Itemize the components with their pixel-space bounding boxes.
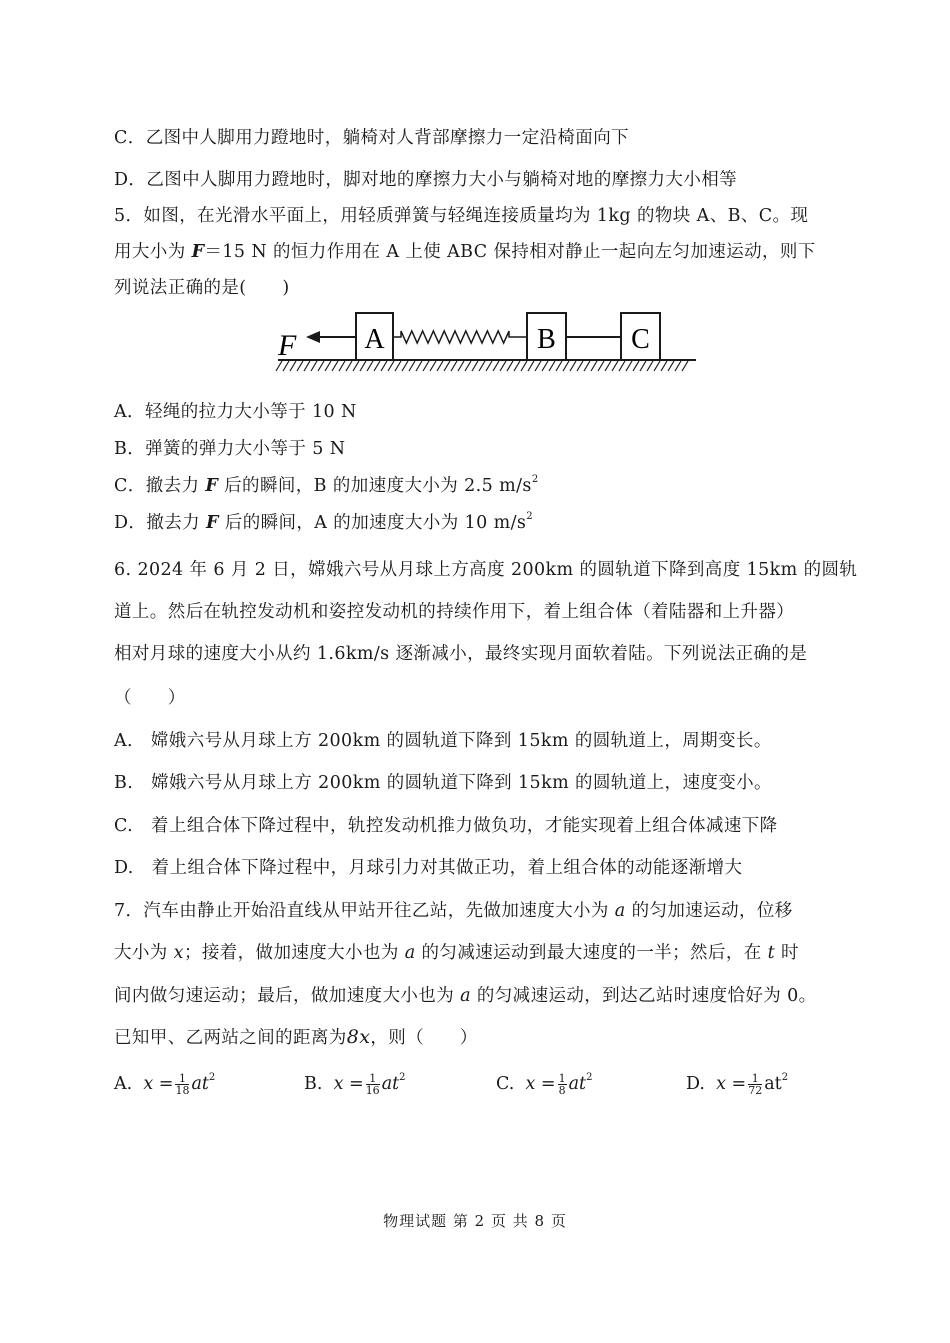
hatch-mark	[290, 361, 296, 371]
formula-rhs: at	[381, 1074, 400, 1094]
formula-lhs: x =	[143, 1074, 174, 1094]
hatch-mark	[437, 361, 443, 371]
q4-option-d: D．乙图中人脚用力蹬地时，脚对地的摩擦力大小与躺椅对地的摩擦力大小相等	[114, 170, 738, 190]
displacement-symbol: x	[173, 943, 184, 963]
q6-option-b: B. 嫦娥六号从月球上方 200km 的圆轨道下降到 15km 的圆轨道上，速度变小。	[114, 773, 772, 793]
option-label: D.	[686, 1074, 705, 1094]
hatch-mark	[381, 361, 387, 371]
formula-rhs: at	[191, 1074, 209, 1094]
q5-option-text: 后的瞬间，A 的加速度大小为 10 m/s	[218, 513, 527, 533]
spring	[393, 331, 527, 343]
hatch-mark	[402, 361, 408, 371]
q6-option-d: D. 着上组合体下降过程中，月球引力对其做正功，着上组合体的动能逐渐增大	[114, 858, 743, 878]
hatch-mark	[395, 361, 401, 371]
hatch-mark	[374, 361, 380, 371]
hatch-mark	[325, 361, 331, 371]
hatch-mark	[654, 361, 660, 371]
hatch-mark	[619, 361, 625, 371]
exponent: 2	[781, 1072, 789, 1083]
hatch-mark	[500, 361, 506, 371]
q7-option-d	[686, 1072, 788, 1096]
hatch-mark	[318, 361, 324, 371]
hatch-mark	[521, 361, 527, 371]
q6-stem-line2: 道上。然后在轨控发动机和姿控发动机的持续作用下，着上组合体（着陆器和上升器）	[114, 602, 795, 622]
hatch-mark	[584, 361, 590, 371]
q7-stem-text: 的匀加速运动，位移	[625, 901, 793, 921]
block-c-label: C	[631, 324, 650, 355]
q5-option-c	[114, 472, 539, 497]
hatch-mark	[605, 361, 611, 371]
formula-lhs: x =	[716, 1074, 747, 1094]
hatch-mark	[297, 361, 303, 371]
fraction-numerator: 1	[748, 1073, 762, 1085]
hatch-mark	[633, 361, 639, 371]
hatch-mark	[346, 361, 352, 371]
formula-rhs: at	[764, 1074, 782, 1094]
hatch-mark	[311, 361, 317, 371]
hatch-mark	[675, 361, 681, 371]
acceleration-symbol: a	[460, 986, 471, 1006]
hatch-mark	[486, 361, 492, 371]
q5-stem-line3: 列说法正确的是( )	[114, 278, 290, 298]
option-label: C.	[496, 1074, 515, 1094]
q7-stem-line4	[114, 1024, 478, 1049]
hatch-mark	[647, 361, 653, 371]
fraction-denominator: 18	[175, 1084, 190, 1097]
hatch-mark	[661, 361, 667, 371]
fraction	[748, 1073, 762, 1096]
fraction-numerator: 1	[366, 1073, 380, 1085]
force-arrow-head	[306, 331, 320, 343]
q7-stem-text: 间内做匀速运动；最后，做加速度大小也为	[114, 986, 461, 1006]
distance-expression: 8x	[346, 1026, 371, 1048]
q6-stem-line3: 相对月球的速度大小从约 1.6km/s 逐渐减小，最终实现月面软着陆。下列说法正确的是	[114, 644, 808, 664]
q7-stem-text: 的匀减速运动，到达乙站时速度恰好为 0。	[470, 986, 817, 1006]
q6-stem-line1: 6. 2024 年 6 月 2 日，嫦娥六号从月球上方高度 200km 的圆轨道下降到高度 15km 的圆轨	[114, 560, 858, 580]
fraction-numerator: 1	[175, 1073, 189, 1085]
hatch-mark	[472, 361, 478, 371]
block-b-label: B	[537, 324, 556, 355]
q7-option-b	[304, 1072, 406, 1096]
exponent: 2	[526, 511, 534, 522]
q7-stem-text: 7．汽车由静止开始沿直线从甲站开往乙站，先做加速度大小为	[114, 901, 615, 921]
hatch-mark	[416, 361, 422, 371]
ground-hatching	[276, 361, 688, 371]
q6-stem-line4: （ ）	[114, 688, 186, 708]
q5-option-text: C．撤去力	[114, 476, 206, 496]
hatch-mark	[577, 361, 583, 371]
q5-option-d	[114, 509, 533, 534]
q5-stem-line1: 5．如图，在光滑水平面上，用轻质弹簧与轻绳连接质量均为 1kg 的物块 A、B、C。现	[114, 206, 809, 226]
hatch-mark	[626, 361, 632, 371]
force-symbol: F	[205, 476, 219, 496]
q7-option-c	[496, 1072, 592, 1096]
hatch-mark	[353, 361, 359, 371]
hatch-mark	[591, 361, 597, 371]
exponent: 2	[531, 474, 539, 485]
fraction-denominator: 72	[748, 1084, 763, 1097]
q7-stem-text: 的匀减速运动到最大速度的一半；然后，在	[415, 943, 768, 963]
hatch-mark	[444, 361, 450, 371]
acceleration-symbol: a	[404, 943, 416, 963]
fraction-denominator: 16	[365, 1084, 380, 1097]
q5-stem-line2	[114, 238, 816, 263]
hatch-mark	[283, 361, 289, 371]
q7-stem-line3	[114, 982, 817, 1007]
q7-stem-text: 已知甲、乙两站之间的距离为	[114, 1028, 347, 1048]
force-label: F	[278, 329, 297, 362]
q7-stem-text: ，则（ ）	[370, 1028, 478, 1048]
time-symbol: t	[767, 943, 776, 963]
exponent: 2	[586, 1072, 593, 1083]
q7-stem-text: 大小为	[114, 943, 174, 963]
acceleration-symbol: a	[614, 901, 626, 921]
hatch-mark	[304, 361, 310, 371]
q4-option-c: C．乙图中人脚用力蹬地时，躺椅对人背部摩擦力一定沿椅面向下	[114, 128, 629, 148]
hatch-mark	[339, 361, 345, 371]
q5-option-a: A．轻绳的拉力大小等于 10 N	[114, 402, 357, 422]
hatch-mark	[640, 361, 646, 371]
q6-option-a: A. 嫦娥六号从月球上方 200km 的圆轨道下降到 15km 的圆轨道上，周期变长。	[114, 731, 772, 751]
q7-stem-line2	[114, 939, 799, 964]
q7-stem-text: 时	[775, 943, 799, 963]
hatch-mark	[367, 361, 373, 371]
formula-rhs: at	[568, 1074, 587, 1094]
block-spring-diagram	[270, 305, 700, 375]
exponent: 2	[208, 1072, 216, 1083]
hatch-mark	[276, 361, 282, 371]
hatch-mark	[549, 361, 555, 371]
fraction	[558, 1073, 567, 1096]
q7-option-a	[114, 1072, 215, 1096]
fraction-denominator: 8	[558, 1084, 566, 1097]
hatch-mark	[465, 361, 471, 371]
force-symbol: F	[206, 513, 219, 533]
hatch-mark	[528, 361, 534, 371]
hatch-mark	[479, 361, 485, 371]
q7-stem-line1	[114, 897, 793, 922]
hatch-mark	[430, 361, 436, 371]
fraction	[175, 1073, 189, 1096]
hatch-mark	[507, 361, 513, 371]
exponent: 2	[399, 1072, 406, 1083]
hatch-mark	[682, 361, 688, 371]
hatch-mark	[542, 361, 548, 371]
q5-option-text: D．撤去力	[114, 513, 206, 533]
hatch-mark	[458, 361, 464, 371]
hatch-mark	[598, 361, 604, 371]
hatch-mark	[332, 361, 338, 371]
page-footer: 物理试题 第 2 页 共 8 页	[383, 1212, 567, 1230]
q5-stem-text: ＝15 N 的恒力作用在 A 上使 ABC 保持相对静止一起向左匀加速运动，则下	[204, 242, 816, 262]
hatch-mark	[514, 361, 520, 371]
q7-options	[114, 1072, 834, 1102]
hatch-mark	[451, 361, 457, 371]
block-a-label: A	[364, 324, 385, 355]
force-symbol: F	[191, 242, 205, 262]
hatch-mark	[535, 361, 541, 371]
q5-option-text: 后的瞬间，B 的加速度大小为 2.5 m/s	[218, 476, 532, 496]
q6-option-c: C. 着上组合体下降过程中，轨控发动机推力做负功，才能实现着上组合体减速下降	[114, 816, 778, 836]
fraction-numerator: 1	[558, 1072, 566, 1085]
hatch-mark	[612, 361, 618, 371]
fraction	[366, 1073, 380, 1096]
option-label: B.	[304, 1074, 323, 1094]
formula-lhs: x =	[525, 1074, 556, 1094]
hatch-mark	[668, 361, 674, 371]
q5-option-b: B．弹簧的弹力大小等于 5 N	[114, 439, 346, 459]
hatch-mark	[388, 361, 394, 371]
hatch-mark	[563, 361, 569, 371]
hatch-mark	[570, 361, 576, 371]
hatch-mark	[360, 361, 366, 371]
hatch-mark	[556, 361, 562, 371]
hatch-mark	[409, 361, 415, 371]
hatch-mark	[423, 361, 429, 371]
formula-lhs: x =	[333, 1074, 364, 1094]
q5-stem-text: 用大小为	[114, 242, 192, 262]
q7-stem-text: ；接着，做加速度大小也为	[183, 943, 405, 963]
option-label: A.	[114, 1074, 133, 1094]
hatch-mark	[493, 361, 499, 371]
